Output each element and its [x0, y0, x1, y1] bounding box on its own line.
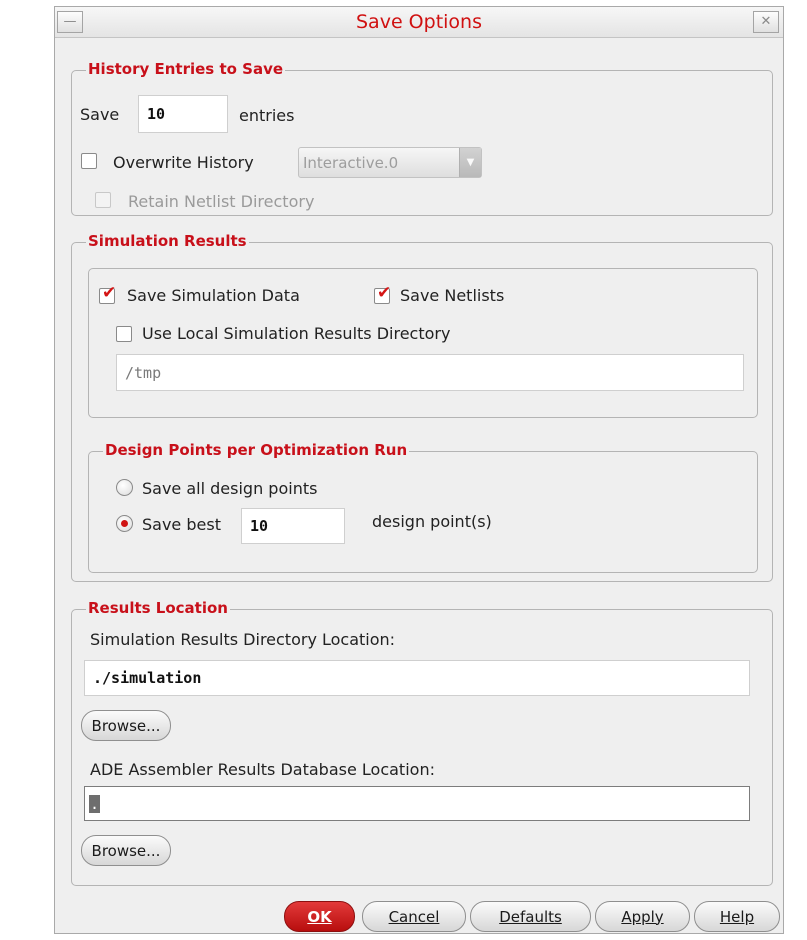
ade-location-input[interactable] — [84, 786, 750, 821]
defaults-button[interactable]: Defaults — [470, 901, 591, 932]
save-label: Save — [80, 105, 120, 124]
checkmark-icon: ✔ — [377, 283, 392, 303]
apply-button[interactable]: Apply — [595, 901, 690, 932]
ok-button[interactable]: OK — [284, 901, 355, 932]
use-local-directory-label: Use Local Simulation Results Directory — [142, 324, 451, 343]
browse-sim-dir-button[interactable]: Browse... — [81, 710, 171, 741]
save-simulation-data-label: Save Simulation Data — [127, 286, 300, 305]
history-select-value: Interactive.0 — [303, 153, 399, 172]
cancel-button[interactable]: Cancel — [362, 901, 466, 932]
close-icon[interactable]: ✕ — [753, 11, 779, 33]
sim-dir-location-input[interactable]: ./simulation — [84, 660, 750, 696]
ade-location-value: . — [90, 794, 100, 813]
browse-ade-button[interactable]: Browse... — [81, 835, 171, 866]
minimize-icon[interactable]: — — [57, 11, 83, 33]
simulation-inner-panel — [88, 268, 758, 418]
save-options-dialog — [54, 6, 784, 934]
dialog-title: Save Options — [356, 11, 482, 33]
retain-netlist-checkbox[interactable] — [95, 192, 111, 208]
retain-netlist-label: Retain Netlist Directory — [128, 192, 315, 211]
save-netlists-label: Save Netlists — [400, 286, 505, 305]
design-points-unit-label: design point(s) — [372, 512, 492, 531]
local-directory-input[interactable]: /tmp — [116, 354, 744, 391]
chevron-down-icon: ▼ — [459, 148, 481, 177]
entries-label: entries — [239, 106, 295, 125]
save-best-label: Save best — [142, 515, 221, 534]
results-location-legend: Results Location — [88, 599, 228, 617]
simulation-results-group — [71, 232, 773, 582]
history-count-input[interactable]: 10 — [138, 95, 228, 133]
sim-dir-location-label: Simulation Results Directory Location: — [90, 630, 396, 649]
history-select[interactable] — [298, 147, 482, 178]
history-legend: History Entries to Save — [88, 60, 284, 78]
overwrite-history-label: Overwrite History — [113, 153, 254, 172]
overwrite-history-checkbox[interactable] — [81, 153, 97, 169]
design-points-group — [88, 441, 758, 573]
history-group — [71, 60, 773, 216]
save-all-design-points-label: Save all design points — [142, 479, 318, 498]
checkmark-icon: ✔ — [102, 283, 117, 303]
save-netlists-checkbox[interactable] — [374, 283, 392, 304]
save-best-radio[interactable] — [116, 515, 133, 532]
results-location-group — [71, 599, 773, 886]
title-bar — [55, 7, 783, 38]
design-points-legend: Design Points per Optimization Run — [105, 441, 408, 459]
ade-location-label: ADE Assembler Results Database Location: — [90, 760, 435, 779]
save-best-count-input[interactable]: 10 — [241, 508, 345, 544]
help-button[interactable]: Help — [694, 901, 780, 932]
radio-selected-dot — [121, 520, 128, 527]
save-all-design-points-radio[interactable] — [116, 479, 133, 496]
simulation-results-legend: Simulation Results — [88, 232, 247, 250]
save-simulation-data-checkbox[interactable] — [99, 283, 117, 304]
use-local-directory-checkbox[interactable] — [116, 326, 132, 342]
